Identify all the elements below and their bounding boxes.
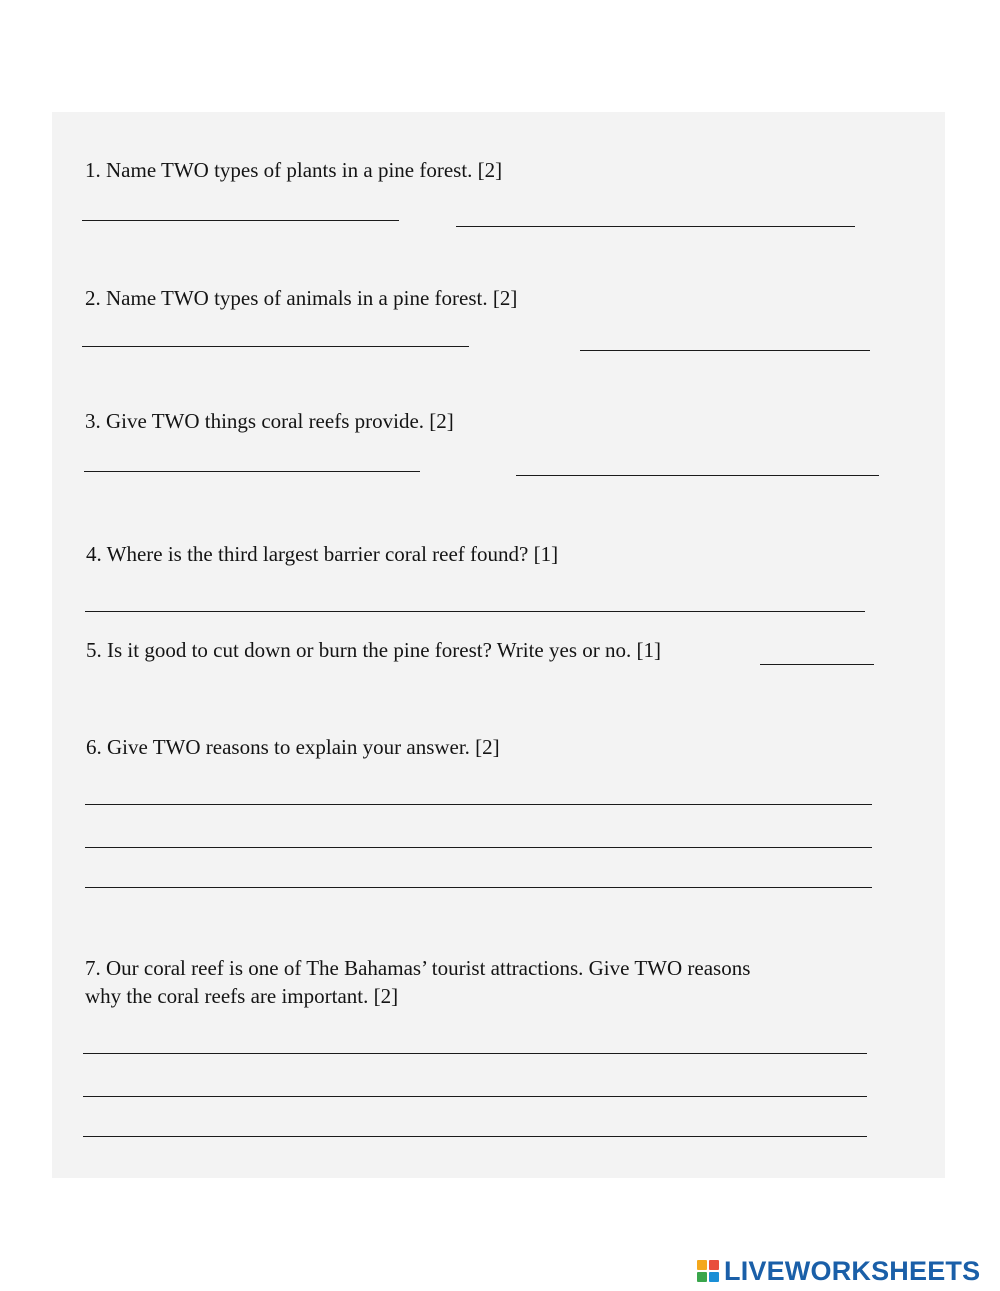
logo-square-1: [697, 1260, 707, 1270]
logo-square-4: [709, 1272, 719, 1282]
question-2: 2. Name TWO types of animals in a pine forest. [2]: [85, 286, 518, 310]
answer-line-1a[interactable]: [82, 220, 399, 221]
answer-line-7c[interactable]: [83, 1136, 867, 1137]
answer-line-6b[interactable]: [85, 847, 872, 848]
answer-line-1b[interactable]: [456, 226, 855, 227]
liveworksheets-logo: [697, 1256, 980, 1286]
question-1: 1. Name TWO types of plants in a pine forest. [2]: [85, 158, 503, 182]
brand-name: LIVEWORKSHEETS: [724, 1255, 981, 1286]
answer-line-7a[interactable]: [83, 1053, 867, 1054]
question-3: 3. Give TWO things coral reefs provide. [2]: [85, 409, 454, 433]
question-7-line-2: why the coral reefs are important. [2]: [85, 984, 399, 1008]
question-6: 6. Give TWO reasons to explain your answer. [2]: [86, 735, 500, 759]
answer-line-3b[interactable]: [516, 475, 879, 476]
question-5: 5. Is it good to cut down or burn the pine forest? Write yes or no. [1]: [86, 638, 661, 662]
question-4: 4. Where is the third largest barrier coral reef found? [1]: [86, 542, 559, 566]
answer-line-6a[interactable]: [85, 804, 872, 805]
answer-line-2b[interactable]: [580, 350, 870, 351]
logo-square-2: [709, 1260, 719, 1270]
logo-grid-icon: [697, 1260, 719, 1282]
answer-line-3a[interactable]: [84, 471, 420, 472]
answer-line-2a[interactable]: [82, 346, 469, 347]
answer-line-5[interactable]: [760, 664, 874, 665]
question-7-line-1: 7. Our coral reef is one of The Bahamas’ tourist attractions. Give TWO reasons: [85, 956, 751, 980]
answer-line-6c[interactable]: [85, 887, 872, 888]
logo-square-3: [697, 1272, 707, 1282]
answer-line-4[interactable]: [85, 611, 865, 612]
answer-line-7b[interactable]: [83, 1096, 867, 1097]
